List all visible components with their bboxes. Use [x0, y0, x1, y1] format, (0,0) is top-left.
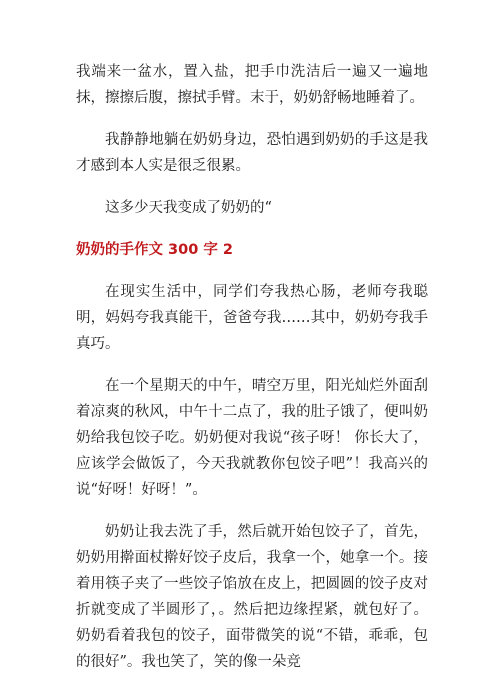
paragraph-gap — [76, 221, 428, 237]
paragraph-gap — [76, 179, 428, 195]
paragraph-1: 我端来一盆水，置入盐，把手巾洗洁后一遍又一遍地抹，擦擦后腹，擦拭手臂。末于，奶奶舒畅地睡着了。 — [76, 64, 428, 106]
paragraph-5: 在一个星期天的中午，晴空万里，阳光灿烂外面刮着凉爽的秋风，中午十二点了，我的肚子饿了，便叫奶奶给我包饺子吃。奶奶便对我说“孩子呀！ 你长大了，应该学会做饭了，今天我就教你包饺子吧”！我高兴的说“好呀！好呀！”。 — [76, 378, 428, 498]
document-page — [76, 59, 428, 675]
paragraph-gap — [76, 357, 428, 373]
paragraph-3: 这多少天我变成了奶奶的“ — [105, 200, 272, 216]
section-heading: 奶奶的手作文 300 字 2 — [76, 242, 234, 258]
paragraph-gap — [76, 503, 428, 519]
paragraph-gap — [76, 111, 428, 127]
paragraph-gap — [76, 263, 428, 279]
paragraph-4: 在现实生活中，同学们夸我热心肠，老师夸我聪明，妈妈夸我真能干，爸爸夸我……其中，奶奶夸我手真巧。 — [76, 284, 428, 352]
paragraph-6: 奶奶让我去洗了手，然后就开始包饺子了，首先，奶奶用擀面杖擀好饺子皮后，我拿一个，她拿一个。接着用筷子夹了一些饺子馅放在皮上，把圆圆的饺子皮对折就变成了半圆形了，。然后把边缘捏紧，就包好了。奶奶看着我包的饺子，面带微笑的说“不错，乖乖，包的很好”。我也笑了，笑的像一朵竞 — [76, 524, 428, 670]
paragraph-2: 我静静地躺在奶奶身边，恐怕遇到奶奶的手这是我才感到本人实是很乏很累。 — [76, 132, 428, 174]
